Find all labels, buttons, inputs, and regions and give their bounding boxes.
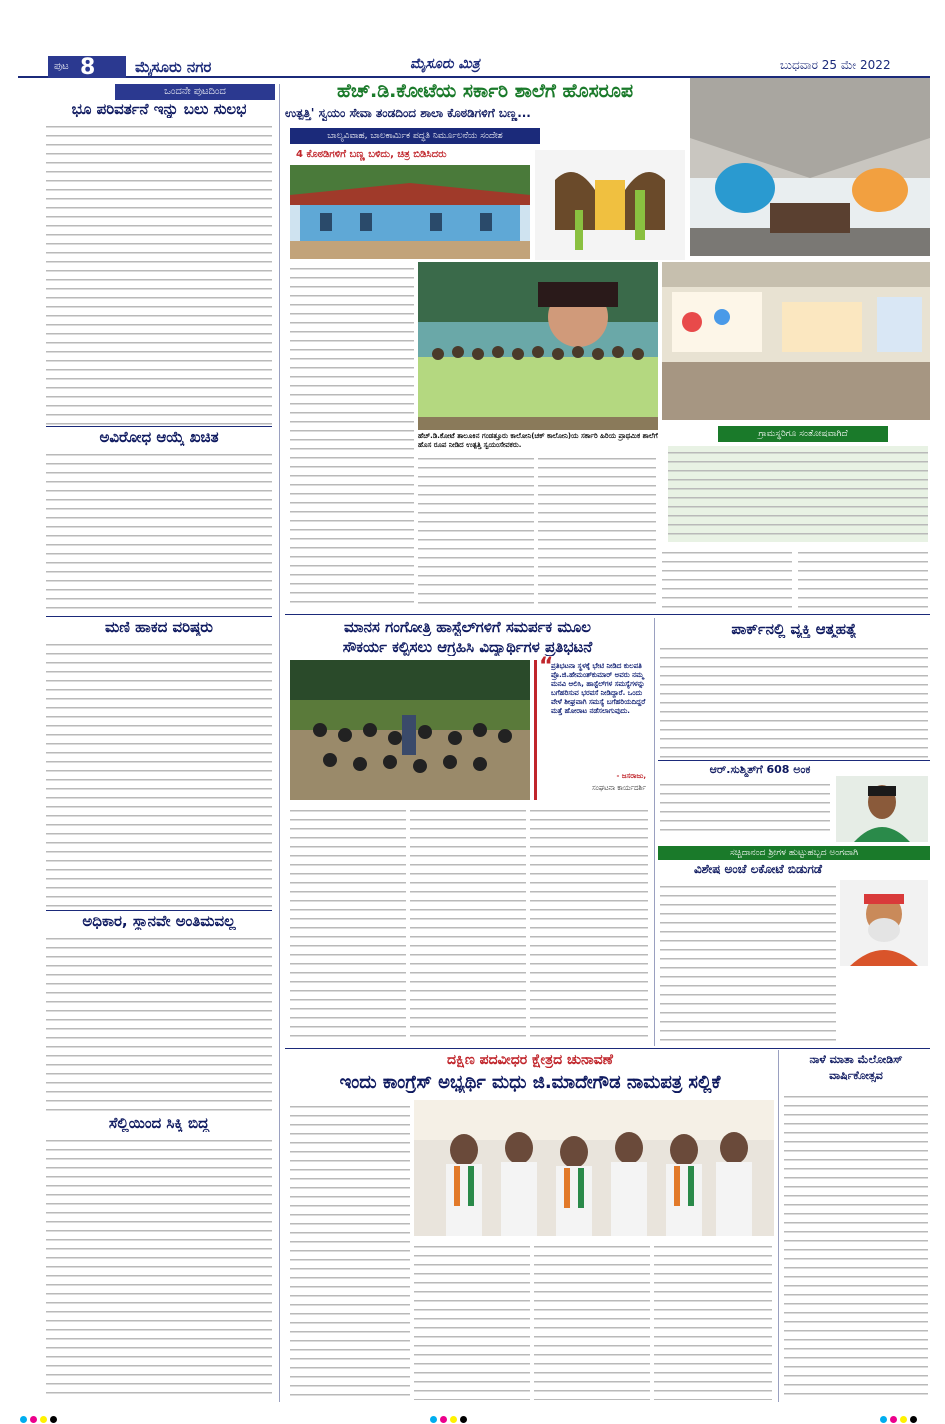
paper-name: ಮೈಸೂರು ಮಿತ್ರ: [410, 56, 480, 72]
headline-unopposed: ಅವಿರೋಧ ಆಯ್ಕೆ ಖಚಿತ: [99, 428, 219, 446]
page-number-box: [48, 56, 126, 78]
hostel-headline-line2: ಸೌಕರ್ಯ ಕಲ್ಪಿಸಲು ಆಗ್ರಹಿಸಿ ವಿದ್ಯಾರ್ಥಿಗಳ ಪ್ರತಿಭಟನೆ: [342, 638, 593, 656]
volunteers-group-photo: [418, 262, 658, 430]
hostel-headline-line1: ಮಾನಸ ಗಂಗೋತ್ರಿ ಹಾಸ್ಟೆಲ್‍ಗಳಿಗೆ ಸಮರ್ಪಕ ಮೂಲ: [344, 618, 591, 636]
article-body-power: [46, 932, 272, 1112]
registration-marks: [880, 1408, 940, 1416]
divider: [285, 1048, 930, 1049]
article-body-hostel-1: [290, 804, 406, 1044]
registration-marks: [430, 1408, 490, 1416]
quote-author-role: ಸಂಘಟನಾ ಕಾರ್ಯದರ್ಶಿ: [592, 784, 646, 792]
lead-subheadline: ಉತ್ಪತ್ತಿ' ಸ್ವಯಂ ಸೇವಾ ತಂಡದಿಂದ ಶಾಲಾ ಕೊಠಡಿಗಳಿಗೆ ಬಣ್ಣ...: [285, 106, 531, 120]
lead-message-chip: ಬಾಲ್ಯವಿವಾಹ, ಬಾಲಕಾರ್ಮಿಕ ಪದ್ಧತಿ ನಿರ್ಮೂಲನೆಯ ಸಂದೇಶ: [290, 128, 540, 144]
group-photo-caption: ಹೆಚ್.ಡಿ.ಕೋಟೆ ತಾಲೂಕಿನ ಗಂಡತ್ತೂರು ಕಾಲೋನಿ(ಚಕ್ ಕಾಲೋನಿ)ಯ ಸರ್ಕಾರಿ ಹಿರಿಯ ಪ್ರಾಥಮಿಕ ಶಾಲೆಗೆ ಹೊಸ ರೂಪ ನೀಡಿದ ಉತ್ಪತ್ತಿ ಸ್ವಯಂಸೇವಕರು.: [418, 432, 658, 449]
article-body-land-conversion: [46, 120, 272, 426]
student-portrait-photo: [836, 776, 928, 842]
headline-leaders: ಮಣಿ ಹಾಕದ ವರಿಷ್ಠರು: [105, 618, 213, 636]
photo-title: 4 ಕೊಠಡಿಗಳಿಗೆ ಬಣ್ಣ ಬಳಿದು, ಚಿತ್ರ ಬಿಡಿಸಿದರು: [296, 149, 447, 160]
article-body-leaders: [46, 638, 272, 908]
column-rule: [654, 618, 655, 1046]
article-body-election-1: [290, 1100, 410, 1400]
article-body-election-3: [534, 1240, 650, 1400]
headline-land-conversion: ಭೂ ಪರಿವರ್ತನೆ ಇನ್ನು ಬಲು ಸುಲಭ: [71, 100, 247, 118]
protest-photo: [290, 660, 530, 800]
page-prefix: ಪುಟ: [54, 61, 69, 72]
headline-power: ಅಧಿಕಾರ, ಸ್ಥಾನವೇ ಅಂತಿಮವಲ್ಲ: [82, 912, 236, 930]
article-body-melodies: [784, 1090, 928, 1400]
article-body-lead-4: [662, 546, 792, 612]
school-building-photo: [290, 165, 530, 259]
article-body-lead-5: [798, 546, 928, 612]
column-rule: [778, 1050, 779, 1402]
article-body-park: [660, 642, 928, 758]
column-rule: [279, 84, 280, 1402]
swamiji-portrait-photo: [840, 880, 928, 966]
article-body-lead-1: [290, 262, 414, 610]
article-body-lead-2: [418, 452, 534, 610]
nomination-photo: [414, 1100, 774, 1236]
classroom-mural-photo: [690, 78, 930, 256]
divider: [46, 426, 272, 427]
article-body-unopposed: [46, 448, 272, 614]
article-body-hostel-2: [410, 804, 526, 1044]
classroom-interior-photo: [662, 262, 930, 420]
melodies-headline: ನಾಳೆ ಮಾತಾ ಮೆಲೋಡಿಸ್ ವಾರ್ಷಿಕೋತ್ಸವ: [809, 1053, 903, 1082]
article-body-sslc: [660, 778, 830, 838]
article-body-election-4: [654, 1240, 772, 1400]
sslc-brief-headline: ಆರ್.ಸುಶ್ಮಿತ್‍ಗೆ 608 ಅಂಕ: [709, 763, 811, 776]
quote-author: - ಜಸರಾಜು,: [616, 772, 646, 780]
headline-caught: ಸೆಲ್ಲಿಯಿಂದ ಸಿಕ್ಕಿ ಬಿದ್ದ: [108, 1114, 210, 1132]
section-name: ಮೈಸೂರು ನಗರ: [135, 58, 212, 76]
divider: [658, 760, 930, 761]
divider: [46, 910, 272, 911]
stamp-strip: ಸಚ್ಚಿದಾನಂದ ಶ್ರೀಗಳ ಹುಟ್ಟುಹಬ್ಬದ ಅಂಗವಾಗಿ: [658, 846, 930, 860]
lead-headline: ಹೆಚ್.ಡಿ.ಕೋಟೆಯ ಸರ್ಕಾರಿ ಶಾಲೆಗೆ ಹೊಸರೂಪ: [336, 80, 634, 102]
quote-mark: “: [539, 654, 554, 679]
divider: [46, 616, 272, 617]
article-body-election-2: [414, 1240, 530, 1400]
article-body-caught: [46, 1134, 272, 1400]
park-headline: ಪಾರ್ಕ್‍ನಲ್ಲಿ ವ್ಯಕ್ತಿ ಆತ್ಮಹತ್ಯೆ: [731, 620, 857, 638]
page-number: 8: [80, 55, 96, 80]
election-headline: ಇಂದು ಕಾಂಗ್ರೆಸ್ ಅಭ್ಯರ್ಥಿ ಮಧು ಜಿ.ಮಾದೇಗೌಡ ನಾಮಪತ್ರ ಸಲ್ಲಿಕೆ: [339, 1072, 721, 1093]
stamp-headline: ವಿಶೇಷ ಅಂಚೆ ಲಕೋಟೆ ಬಿಡುಗಡೆ: [693, 862, 823, 876]
article-body-villagers: [668, 446, 928, 542]
issue-date: ಬುಧವಾರ 25 ಮೇ 2022: [780, 58, 891, 72]
villagers-happy-chip: ಗ್ರಾಮಸ್ಥರಿಗೂ ಸಂತೋಷವಾಗಿದೆ: [718, 426, 888, 442]
divider: [285, 614, 930, 615]
article-body-lead-3: [538, 452, 656, 610]
election-kicker: ದಕ್ಷಿಣ ಪದವೀಧರ ಕ್ಷೇತ್ರದ ಚುನಾವಣೆ: [447, 1052, 613, 1068]
article-body-stamp: [660, 880, 836, 1044]
article-body-hostel-3: [530, 804, 648, 1044]
wall-painting-photo: [535, 150, 685, 260]
quote-text: ಪ್ರತಿಭಟನಾ ಸ್ಥಳಕ್ಕೆ ಭೇಟಿ ನೀಡಿದ ಕುಲಪತಿ ಪ್ರೊ.ಜಿ.ಹೇಮಂತ್‍ಕುಮಾರ್ ಅವರು ನಮ್ಮ ಮನವಿ ಆಲಿಸಿ, ಹಾಸ್ಟೆಲ್‍ಗಳ ಸಮಸ್ಯೆಗಳನ್ನು ಬಗೆಹರಿಸುವ ಭರವಸೆ ನೀಡಿದ್ದಾರೆ. ಒಂದು ವೇಳೆ ಶೀಘ್ರವಾಗಿ ಸಮಸ್ಯೆ ಬಗೆಹರಿಯದಿದ್ದರೆ ಮತ್ತೆ ಹೋರಾಟ ನಡೆಸಲಾಗುವುದು.: [551, 662, 646, 715]
protest-quote-box: [534, 654, 650, 800]
continued-chip: ಒಂದನೇ ಪುಟದಿಂದ: [115, 84, 275, 100]
registration-marks: [20, 1408, 80, 1416]
